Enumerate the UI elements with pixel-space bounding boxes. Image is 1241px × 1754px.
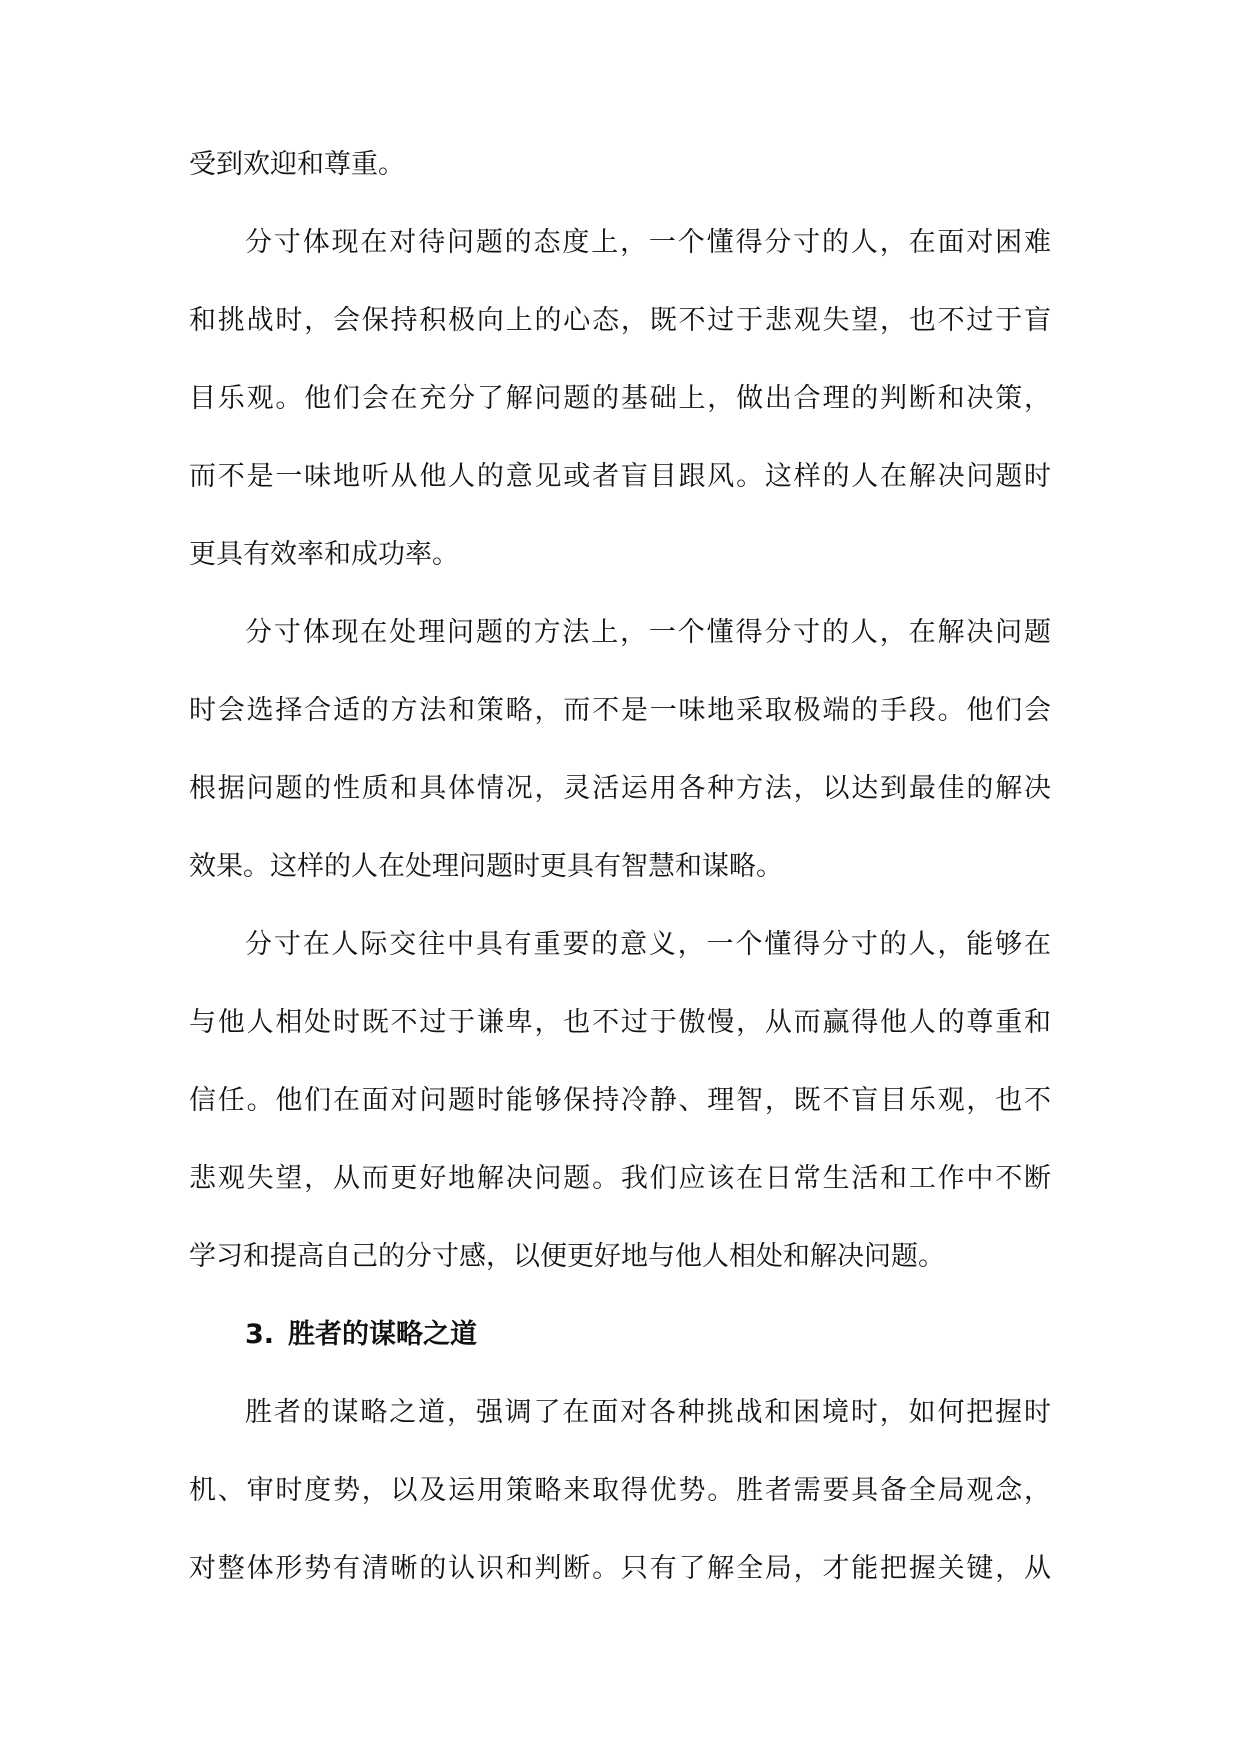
paragraph-line: 与他人相处时既不过于谦卑，也不过于傲慢，从而赢得他人的尊重和 (189, 1007, 1051, 1038)
paragraph-line: 对整体形势有清晰的认识和判断。只有了解全局，才能把握关键，从 (189, 1553, 1051, 1584)
document-body (189, 145, 1051, 1627)
paragraph-line: 时会选择合适的方法和策略，而不是一味地采取极端的手段。他们会 (189, 695, 1051, 726)
paragraph-line: 信任。他们在面对问题时能够保持冷静、理智，既不盲目乐观，也不 (189, 1085, 1051, 1116)
section-heading (189, 1315, 1051, 1354)
paragraph-line: 学习和提高自己的分寸感，以便更好地与他人相处和解决问题。 (189, 1241, 945, 1272)
paragraph-line: 目乐观。他们会在充分了解问题的基础上，做出合理的判断和决策， (189, 383, 1051, 414)
paragraph-line: 更具有效率和成功率。 (189, 539, 459, 570)
paragraph-line: 效果。这样的人在处理问题时更具有智慧和谋略。 (189, 851, 783, 882)
section-title: 胜者的谋略之道 (288, 1319, 478, 1350)
paragraph-line: 和挑战时，会保持积极向上的心态，既不过于悲观失望，也不过于盲 (189, 305, 1051, 336)
paragraph-line: 胜者的谋略之道，强调了在面对各种挑战和困境时，如何把握时 (245, 1397, 1051, 1428)
paragraph-line: 受到欢迎和尊重。 (189, 149, 405, 180)
paragraph-line: 而不是一味地听从他人的意见或者盲目跟风。这样的人在解决问题时 (189, 461, 1051, 492)
paragraph-line: 悲观失望，从而更好地解决问题。我们应该在日常生活和工作中不断 (189, 1163, 1051, 1194)
paragraph-line: 根据问题的性质和具体情况，灵活运用各种方法，以达到最佳的解决 (189, 773, 1051, 804)
section-number: 3. (245, 1319, 275, 1350)
paragraph-line: 分寸体现在处理问题的方法上，一个懂得分寸的人，在解决问题 (245, 617, 1051, 648)
paragraph-line: 分寸在人际交往中具有重要的意义，一个懂得分寸的人，能够在 (245, 929, 1051, 960)
paragraph-line: 分寸体现在对待问题的态度上，一个懂得分寸的人，在面对困难 (245, 227, 1051, 258)
paragraph-line: 机、审时度势，以及运用策略来取得优势。胜者需要具备全局观念， (189, 1475, 1051, 1506)
